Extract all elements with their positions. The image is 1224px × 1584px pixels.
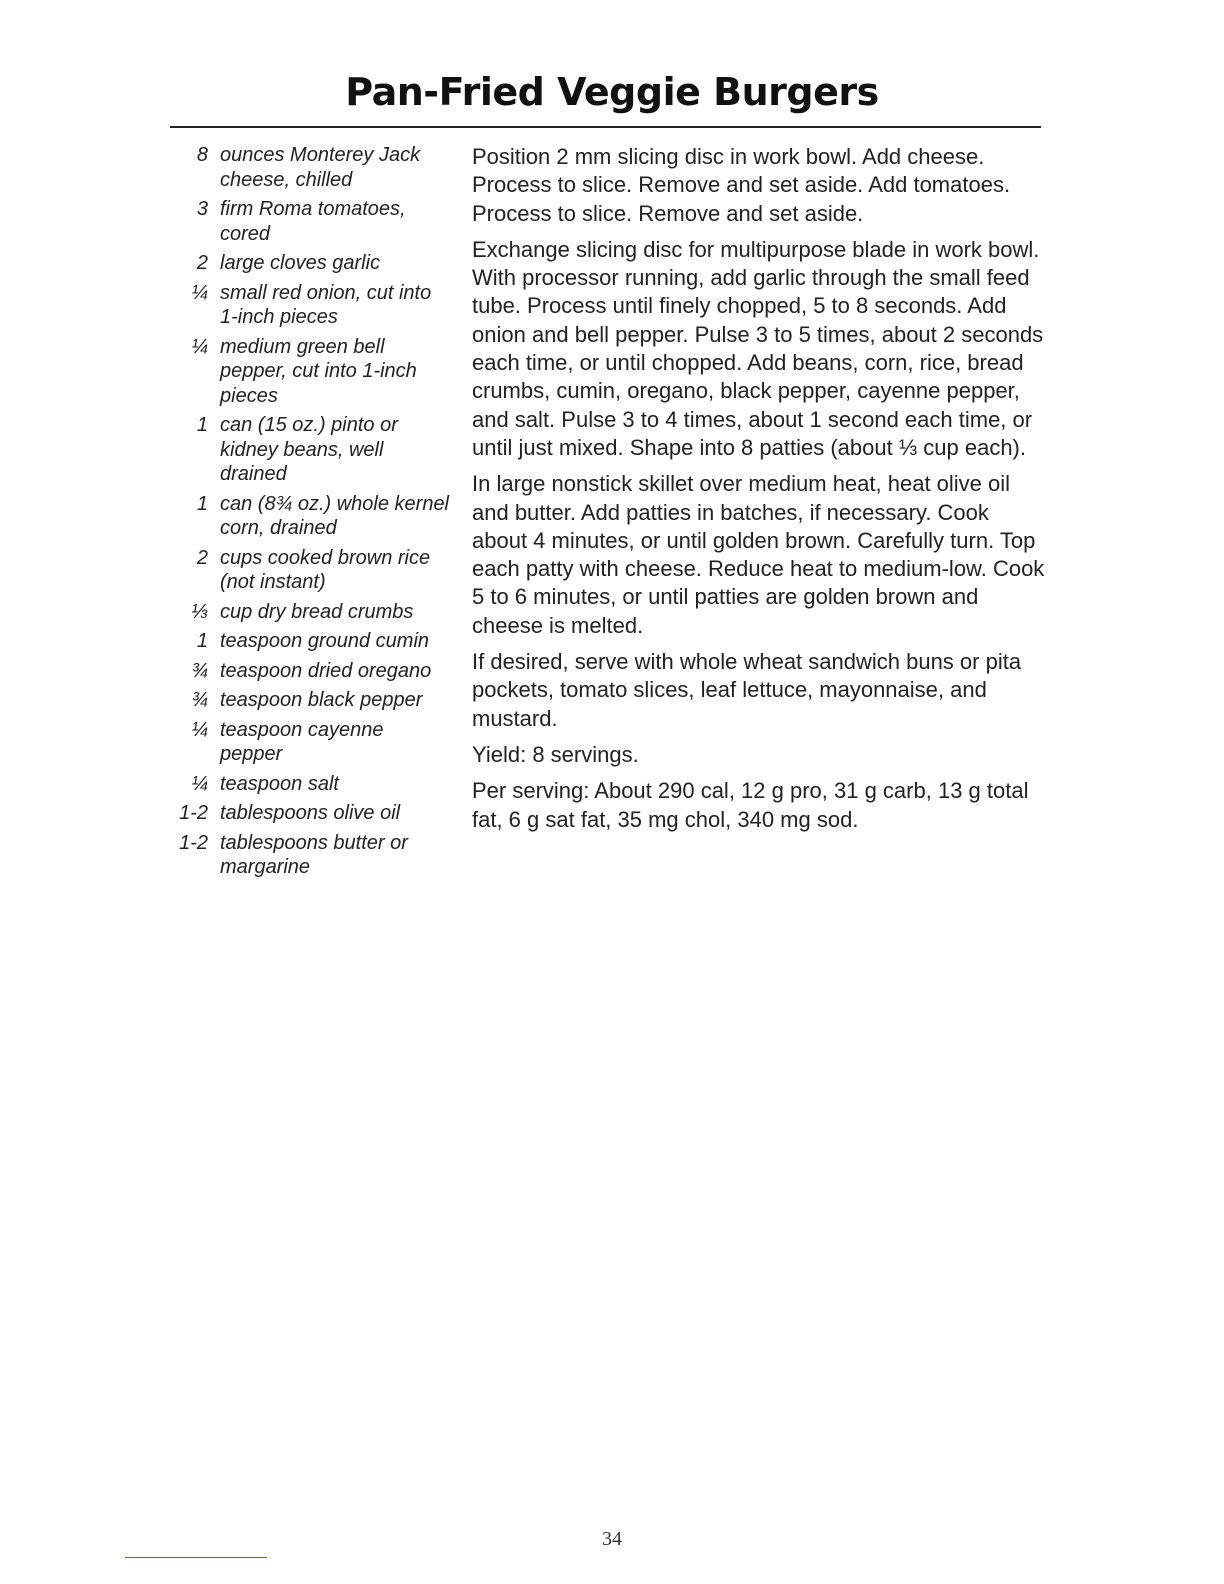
ingredient-quantity: 8 [196,144,208,166]
ingredient-item [170,659,460,684]
title-divider [170,126,1041,128]
ingredient-item [170,251,460,276]
direction-step: In large nonstick skillet over medium heat, heat olive oil and butter. Add patties in batches, if necessary. Cook about 4 minutes, or until golden brown. Carefully turn. Top each patty with cheese. Reduce heat to medium-low. Cook 5 to 6 minutes, or until patties are golden brown and cheese is melted. [472,471,1045,638]
ingredient-quantity: 1 [196,630,208,652]
ingredient-description: cup dry bread crumbs [220,600,414,623]
ingredient-list [170,143,460,885]
direction-step: Position 2 mm slicing disc in work bowl. Add cheese. Process to slice. Remove and set aside. Add tomatoes. Process to slice. Remove and set aside. [472,144,1011,226]
ingredient-quantity: 3 [196,198,208,220]
ingredient-item [170,197,460,246]
ingredient-quantity: ¼ [191,281,208,304]
ingredient-item [170,831,460,880]
ingredient-description: large cloves garlic [220,252,381,274]
ingredient-quantity: ¾ [191,659,208,682]
ingredient-description: cups cooked brown rice (not instant) [220,546,431,593]
ingredient-quantity: ¾ [191,689,208,711]
ingredient-item [170,335,460,409]
ingredient-quantity: 2 [196,546,208,569]
directions [472,143,1047,842]
ingredient-item [170,546,460,595]
direction-step: Exchange slicing disc for multipurpose blade in work bowl. With processor running, add garlic through the small feed tube. Process until finely chopped, 5 to 8 seconds. Add onion and bell pepper. Pulse 3 to 5 times, about 2 seconds each time, or until chopped. Add beans, corn, rice, bread crumbs, cumin, oregano, black pepper, cayenne pepper, and salt. Pulse 3 to 4 times, about 1 second each time, or until just mixed. Shape into 8 patties (about ⅓ cup each). [472,236,1044,460]
ingredient-item [170,143,460,192]
ingredient-description: teaspoon ground cumin [220,630,430,652]
ingredient-quantity: ¼ [191,772,208,795]
nutrition-text: Per serving: About 290 cal, 12 g pro, 31 g carb, 13 g total fat, 6 g sat fat, 35 mg chol, 340 mg sod. [472,778,1029,832]
ingredient-description: medium green bell pepper, cut into 1-inch pieces [220,335,417,407]
ingredient-item [170,492,460,541]
ingredient-item [170,629,460,654]
yield-text: Yield: 8 servings. [472,741,639,767]
direction-step: If desired, serve with whole wheat sandwich buns or pita pockets, tomato slices, leaf lettuce, mayonnaise, and mustard. [472,649,1022,731]
ingredient-quantity: 1-2 [179,831,208,854]
ingredient-description: teaspoon salt [220,772,339,795]
ingredient-quantity: ¼ [191,335,208,358]
ingredient-quantity: 2 [196,252,208,274]
ingredient-description: tablespoons olive oil [220,802,401,824]
ingredient-quantity: 1 [196,492,208,515]
page-number: 34 [602,1528,622,1550]
ingredient-description: teaspoon dried oregano [220,659,432,682]
ingredient-description: ounces Monterey Jack cheese, chilled [220,144,421,191]
ingredient-item [170,772,460,797]
ingredient-item [170,281,460,330]
footer-divider [125,1557,267,1558]
page-title: Pan-Fried Veggie Burgers [345,70,879,114]
ingredient-quantity: ⅓ [191,600,208,623]
ingredient-item [170,718,460,767]
ingredient-description: teaspoon cayenne pepper [220,718,384,765]
ingredient-description: firm Roma tomatoes, cored [220,198,406,245]
ingredient-item [170,688,460,713]
ingredient-quantity: 1-2 [179,802,208,824]
ingredient-description: tablespoons butter or margarine [220,831,408,878]
ingredient-item [170,413,460,487]
ingredient-description: can (15 oz.) pinto or kidney beans, well drained [220,414,398,485]
ingredient-description: small red onion, cut into 1-inch pieces [220,281,432,328]
ingredient-description: can (8¾ oz.) whole kernel corn, drained [220,492,450,539]
ingredient-item [170,801,460,826]
ingredient-description: teaspoon black pepper [220,689,423,711]
ingredient-quantity: 1 [196,414,208,436]
ingredient-quantity: ¼ [191,718,208,741]
ingredient-item [170,600,460,625]
